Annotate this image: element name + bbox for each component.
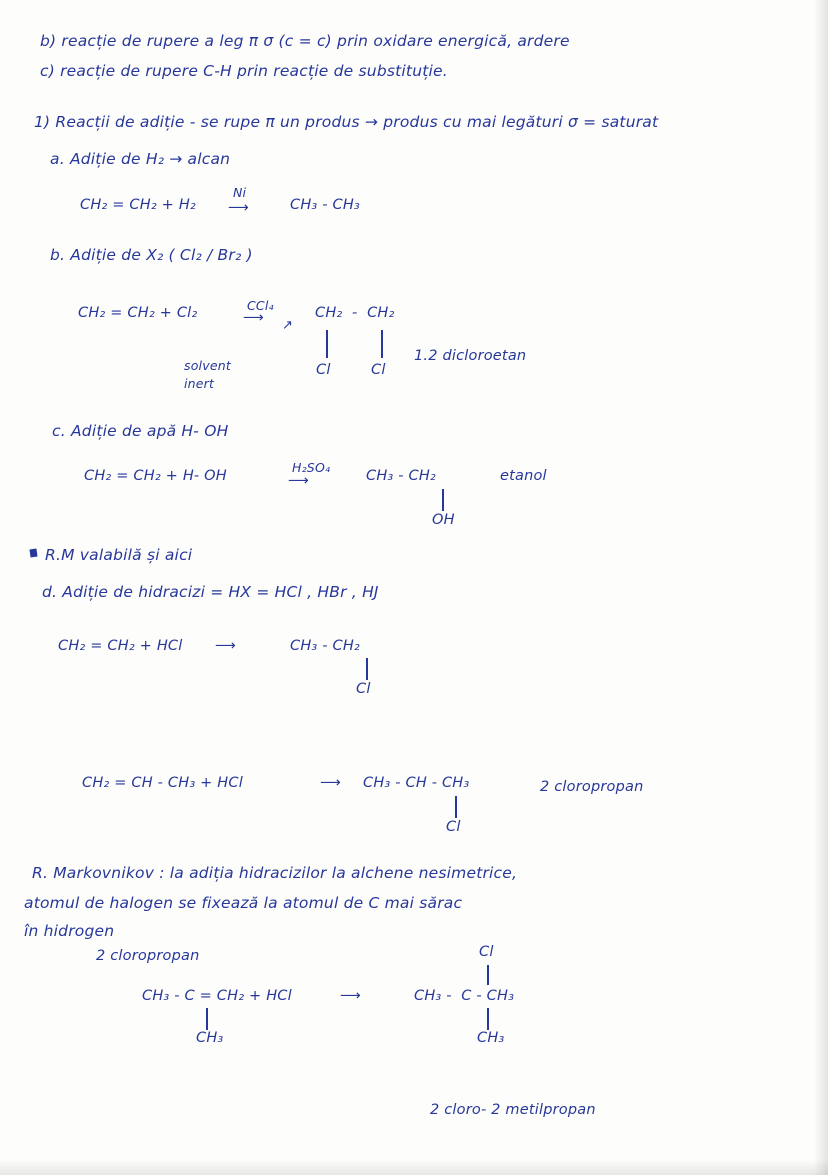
equation-d2-substituent: Cl <box>446 819 461 835</box>
page-edge-shadow-bottom <box>0 1159 828 1175</box>
bond-line-4 <box>366 658 368 680</box>
note-line-b: b) reacție de rupere a leg π σ (c = c) prin oxidare energică, ardere <box>40 32 570 50</box>
page-edge-shadow-right <box>814 0 828 1175</box>
equation-b-solvent-line2: inert <box>184 376 215 391</box>
equation-d1-arrow: ⟶ <box>215 638 236 654</box>
subsection-c-title: c. Adiție de apă H- OH <box>52 422 229 440</box>
equation-d2-product-name: 2 cloropropan <box>540 779 644 795</box>
equation-b-substituent-1: Cl <box>316 362 331 378</box>
note-line-c: c) reacție de rupere C-H prin reacție de substituție. <box>40 62 448 80</box>
equation-b-solvent-line1: solvent <box>184 358 231 373</box>
bond-line-3 <box>442 489 444 511</box>
equation-last-product-name: 2 cloro- 2 metilpropan <box>430 1102 596 1118</box>
equation-b-arrow: ⟶ <box>243 310 264 326</box>
equation-a-catalyst: Ni <box>233 185 247 200</box>
equation-b-substituent-2: Cl <box>371 362 386 378</box>
bond-line-2 <box>381 330 383 358</box>
equation-last-right-top: Cl <box>479 944 494 960</box>
equation-d1-substituent: Cl <box>356 681 371 697</box>
equation-b-right-top: CH₂ - CH₂ <box>315 305 395 321</box>
equation-a-right: CH₃ - CH₃ <box>290 197 360 213</box>
rule-markovnikov-line3: în hidrogen <box>24 922 115 940</box>
equation-d1-right: CH₃ - CH₂ <box>290 638 360 654</box>
equation-b-arrow-branch: ↗ <box>282 318 294 333</box>
equation-c-arrow: ⟶ <box>288 473 309 489</box>
equation-a-arrow: ⟶ <box>228 200 249 216</box>
note-rm: R.M valabilă și aici <box>45 546 193 564</box>
subsection-a-title: a. Adiție de H₂ → alcan <box>50 150 231 168</box>
bond-line-7 <box>487 965 489 985</box>
equation-d1-left: CH₂ = CH₂ + HCl <box>58 638 183 654</box>
equation-b-left: CH₂ = CH₂ + Cl₂ <box>78 305 198 321</box>
equation-c-catalyst: H₂SO₄ <box>292 460 331 475</box>
subsection-d-title: d. Adiție de hidracizi = HX = HCl , HBr , HJ <box>42 583 379 601</box>
equation-last-arrow: ⟶ <box>340 988 361 1004</box>
equation-b-product-name: 1.2 dicloroetan <box>414 348 527 364</box>
equation-d2-arrow: ⟶ <box>320 775 341 791</box>
equation-a-left: CH₂ = CH₂ + H₂ <box>80 197 196 213</box>
equation-last-left: CH₃ - C = CH₂ + HCl <box>142 988 292 1004</box>
subsection-b-title: b. Adiție de X₂ ( Cl₂ / Br₂ ) <box>50 246 253 264</box>
bond-line-5 <box>455 796 457 818</box>
equation-c-right: CH₃ - CH₂ <box>366 468 436 484</box>
equation-last-left-substituent: CH₃ <box>196 1030 224 1046</box>
equation-last-right: CH₃ - C - CH₃ <box>414 988 515 1004</box>
bond-line-1 <box>326 330 328 358</box>
equation-c-product-name: etanol <box>500 468 547 484</box>
equation-b-catalyst: CCl₄ <box>247 298 274 313</box>
section-heading-adunare: 1) Reacții de adiție - se rupe π un produs → produs cu mai legături σ = saturat <box>34 113 659 131</box>
rule-markovnikov-line2: atomul de halogen se fixează la atomul de C mai sărac <box>24 894 463 912</box>
bond-line-8 <box>487 1008 489 1030</box>
equation-c-substituent: OH <box>432 512 455 528</box>
label-2-cloropropan: 2 cloropropan <box>96 948 200 964</box>
square-bullet-icon <box>29 549 37 558</box>
rule-markovnikov-line1: R. Markovnikov : la adiția hidracizilor la alchene nesimetrice, <box>32 864 518 882</box>
equation-d2-left: CH₂ = CH - CH₃ + HCl <box>82 775 243 791</box>
equation-d2-right: CH₃ - CH - CH₃ <box>363 775 470 791</box>
equation-c-left: CH₂ = CH₂ + H- OH <box>84 468 227 484</box>
bond-line-6 <box>206 1008 208 1030</box>
equation-last-right-substituent: CH₃ <box>477 1030 505 1046</box>
